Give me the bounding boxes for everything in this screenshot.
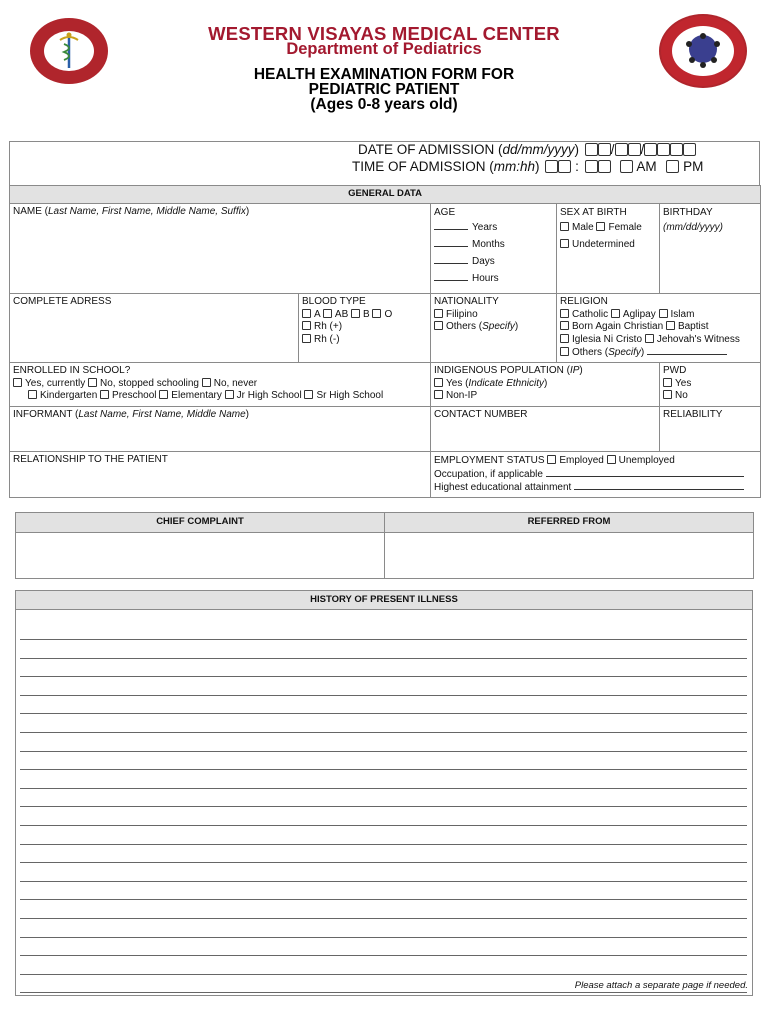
time-hour-digit2-box[interactable] — [558, 160, 571, 173]
history-ruled-line[interactable] — [20, 974, 747, 975]
sex-male-checkbox[interactable] — [560, 222, 569, 231]
general-data-table — [9, 185, 761, 498]
reliability-cell[interactable]: RELIABILITY — [660, 407, 761, 452]
ip-yes-checkbox[interactable] — [434, 378, 443, 387]
chief-complaint-header: CHIEF COMPLAINT — [16, 513, 385, 533]
history-ruled-line[interactable] — [20, 769, 747, 770]
form-title-line3: (Ages 0-8 years old) — [310, 96, 458, 113]
rh-positive-checkbox[interactable] — [302, 321, 311, 330]
date-day-digit2-box[interactable] — [598, 143, 611, 156]
time-min-digit1-box[interactable] — [585, 160, 598, 173]
school-elementary-checkbox[interactable] — [159, 390, 168, 399]
date-year-digit4-box[interactable] — [683, 143, 696, 156]
rh-negative-checkbox[interactable] — [302, 334, 311, 343]
history-ruled-line[interactable] — [20, 992, 747, 993]
religion-jehovah-checkbox[interactable] — [645, 334, 654, 343]
sex-female-checkbox[interactable] — [596, 222, 605, 231]
date-year-digit2-box[interactable] — [657, 143, 670, 156]
blood-a-checkbox[interactable] — [302, 309, 311, 318]
history-ruled-line[interactable] — [20, 639, 747, 640]
sex-cell: SEX AT BIRTH Male Female Undetermined — [557, 204, 660, 294]
religion-catholic-checkbox[interactable] — [560, 309, 569, 318]
religion-islam-checkbox[interactable] — [659, 309, 668, 318]
occupation-blank[interactable] — [546, 468, 744, 477]
date-month-digit1-box[interactable] — [615, 143, 628, 156]
school-cell: ENROLLED IN SCHOOL? Yes, currently No, stopped schooling No, never Kindergarten Preschool Elementary Jr High School Sr High School — [10, 363, 431, 407]
school-never-checkbox[interactable] — [202, 378, 211, 387]
history-ruled-line[interactable] — [20, 937, 747, 938]
nationality-filipino-checkbox[interactable] — [434, 309, 443, 318]
history-ruled-line[interactable] — [20, 862, 747, 863]
history-note: Please attach a separate page if needed. — [574, 980, 748, 991]
history-ruled-line[interactable] — [20, 788, 747, 789]
history-ruled-line[interactable] — [20, 844, 747, 845]
chief-complaint-field[interactable] — [16, 533, 385, 579]
history-ruled-line[interactable] — [20, 695, 747, 696]
education-blank[interactable] — [574, 481, 744, 490]
form-title-line2: PEDIATRIC PATIENT — [308, 81, 460, 98]
am-checkbox[interactable] — [620, 160, 633, 173]
name-cell[interactable]: NAME (Last Name, First Name, Middle Name, Suffix) — [10, 204, 431, 294]
history-box — [15, 590, 753, 996]
hospital-name: WESTERN VISAYAS MEDICAL CENTER — [208, 23, 560, 44]
history-ruled-line[interactable] — [20, 676, 747, 677]
history-ruled-line[interactable] — [20, 751, 747, 752]
blood-type-cell: BLOOD TYPE A AB B O Rh (+) Rh (-) — [299, 294, 431, 363]
informant-cell[interactable]: INFORMANT (Last Name, First Name, Middle Name) — [10, 407, 431, 452]
blood-b-checkbox[interactable] — [351, 309, 360, 318]
date-day-digit1-box[interactable] — [585, 143, 598, 156]
pm-checkbox[interactable] — [666, 160, 679, 173]
referred-from-field[interactable] — [385, 533, 754, 579]
history-ruled-line[interactable] — [20, 955, 747, 956]
form-title-line1: HEALTH EXAMINATION FORM FOR — [253, 66, 515, 83]
indigenous-cell: INDIGENOUS POPULATION (IP) Yes (Indicate Ethnicity) Non-IP — [431, 363, 660, 407]
department-name: Department of Pediatrics — [286, 40, 482, 58]
date-of-admission-row: DATE OF ADMISSION (dd/mm/yyyy) / / — [358, 142, 696, 157]
pwd-no-checkbox[interactable] — [663, 390, 672, 399]
history-ruled-line[interactable] — [20, 658, 747, 659]
religion-iglesia-checkbox[interactable] — [560, 334, 569, 343]
history-ruled-line[interactable] — [20, 713, 747, 714]
history-ruled-line[interactable] — [20, 732, 747, 733]
blood-o-checkbox[interactable] — [372, 309, 381, 318]
address-cell[interactable]: COMPLETE ADRESS — [10, 294, 299, 363]
school-kindergarten-checkbox[interactable] — [28, 390, 37, 399]
school-yes-checkbox[interactable] — [13, 378, 22, 387]
blood-ab-checkbox[interactable] — [323, 309, 332, 318]
history-header: HISTORY OF PRESENT ILLNESS — [16, 591, 752, 610]
contact-number-cell[interactable]: CONTACT NUMBER — [431, 407, 660, 452]
religion-baptist-checkbox[interactable] — [666, 321, 675, 330]
time-of-admission-row: TIME OF ADMISSION (mm:hh) : AM PM — [352, 159, 704, 174]
age-days-blank[interactable] — [434, 255, 468, 264]
birthday-cell[interactable]: BIRTHDAY (mm/dd/yyyy) — [660, 204, 761, 294]
pwd-cell: PWD Yes No — [660, 363, 761, 407]
history-ruled-line[interactable] — [20, 825, 747, 826]
ip-no-checkbox[interactable] — [434, 390, 443, 399]
sex-undetermined-checkbox[interactable] — [560, 239, 569, 248]
date-month-digit2-box[interactable] — [628, 143, 641, 156]
general-data-header: GENERAL DATA — [10, 186, 761, 204]
age-months-blank[interactable] — [434, 238, 468, 247]
time-hour-digit1-box[interactable] — [545, 160, 558, 173]
age-hours-blank[interactable] — [434, 272, 468, 281]
employed-checkbox[interactable] — [547, 455, 556, 464]
complaint-table — [15, 512, 754, 579]
religion-born-again-checkbox[interactable] — [560, 321, 569, 330]
unemployed-checkbox[interactable] — [607, 455, 616, 464]
religion-others-blank[interactable] — [647, 346, 727, 355]
date-year-digit1-box[interactable] — [644, 143, 657, 156]
history-ruled-line[interactable] — [20, 881, 747, 882]
religion-others-checkbox[interactable] — [560, 347, 569, 356]
relationship-cell[interactable]: RELATIONSHIP TO THE PATIENT — [10, 452, 431, 498]
date-year-digit3-box[interactable] — [670, 143, 683, 156]
school-preschool-checkbox[interactable] — [100, 390, 109, 399]
school-stopped-checkbox[interactable] — [88, 378, 97, 387]
school-srhigh-checkbox[interactable] — [304, 390, 313, 399]
religion-aglipay-checkbox[interactable] — [611, 309, 620, 318]
history-ruled-line[interactable] — [20, 806, 747, 807]
referred-from-header: REFERRED FROM — [385, 513, 754, 533]
age-cell: AGE Years Months Days Hours — [431, 204, 557, 294]
religion-cell: RELIGION Catholic Aglipay Islam Born Again Christian Baptist Iglesia Ni Cristo Jehovah's Witness Others (Specify) — [557, 294, 761, 363]
age-label: AGE — [434, 207, 456, 218]
history-ruled-line[interactable] — [20, 899, 747, 900]
history-ruled-line[interactable] — [20, 918, 747, 919]
nationality-cell: NATIONALITY Filipino Others (Specify) — [431, 294, 557, 363]
employment-cell: EMPLOYMENT STATUS Employed Unemployed Occupation, if applicable Highest educational attainment — [431, 452, 761, 498]
pwd-yes-checkbox[interactable] — [663, 378, 672, 387]
nationality-others-checkbox[interactable] — [434, 321, 443, 330]
time-min-digit2-box[interactable] — [598, 160, 611, 173]
age-years-blank[interactable] — [434, 221, 468, 230]
school-jrhigh-checkbox[interactable] — [225, 390, 234, 399]
